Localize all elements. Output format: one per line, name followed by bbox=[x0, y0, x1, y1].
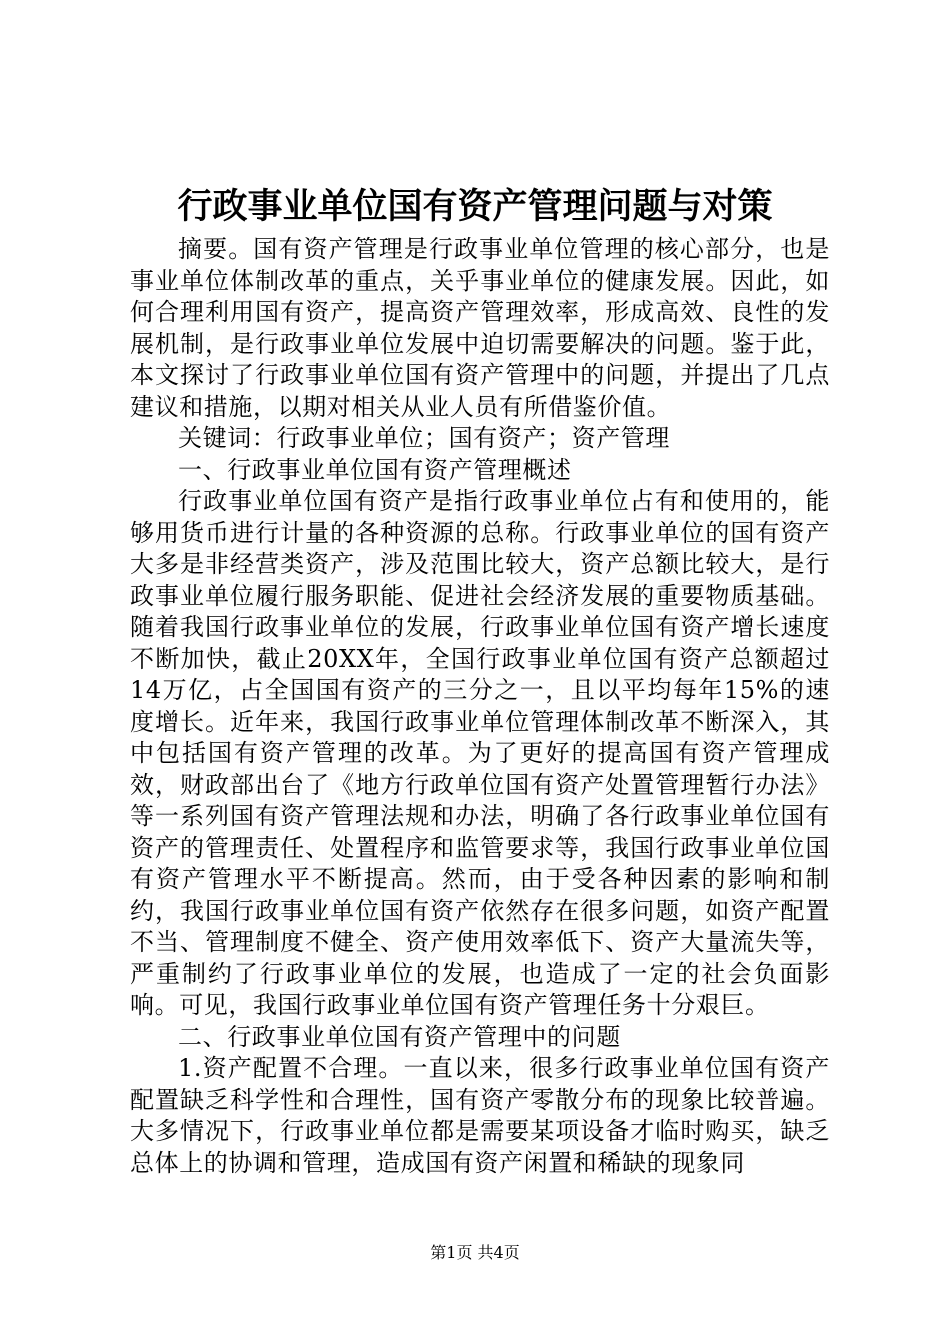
body-paragraph: 1.资产配置不合理。一直以来，很多行政事业单位国有资产配置缺乏科学性和合理性，国有资产零散分布的现象比较普遍。大多情况下，行政事业单位都是需要某项设备才临时购买，缺乏总体上的协调和管理，造成国有资产闲置和稀缺的现象同 bbox=[130, 1054, 830, 1177]
section-heading-2: 二、行政事业单位国有资产管理中的问题 bbox=[178, 1022, 621, 1051]
page-footer: 第1页 共4页 bbox=[430, 1243, 520, 1262]
abstract-paragraph: 摘要。国有资产管理是行政事业单位管理的核心部分，也是事业单位体制改革的重点，关乎事业单位的健康发展。因此，如何合理利用国有资产，提高资产管理效率，形成高效、良性的发展机制，是行政事业单位发展中迫切需要解决的问题。鉴于此，本文探讨了行政事业单位国有资产管理中的问题，并提出了几点建议和措施，以期对相关从业人员有所借鉴价值。 bbox=[130, 235, 830, 421]
document-title: 行政事业单位国有资产管理问题与对策 bbox=[177, 186, 773, 227]
document-body bbox=[130, 234, 830, 1179]
keywords-paragraph: 关键词：行政事业单位；国有资产；资产管理 bbox=[178, 424, 670, 452]
section-heading-1: 一、行政事业单位国有资产管理概述 bbox=[178, 455, 572, 484]
body-paragraph: 行政事业单位国有资产是指行政事业单位占有和使用的，能够用货币进行计量的各种资源的总称。行政事业单位的国有资产大多是非经营类资产，涉及范围比较大，资产总额比较大，是行政事业单位履行服务职能、促进社会经济发展的重要物质基础。随着我国行政事业单位的发展，行政事业单位国有资产增长速度不断加快，截止20XX年，全国行政事业单位国有资产总额超过14万亿，占全国国有资产的三分之一，且以平均每年15%的速度增长。近年来，我国行政事业单位管理体制改革不断深入，其中包括国有资产管理的改革。为了更好的提高国有资产管理成效，财政部出台了《地方行政单位国有资产处置管理暂行办法》等一系列国有资产管理法规和办法，明确了各行政事业单位国有资产的管理责任、处置程序和监管要求等，我国行政事业单位国有资产管理水平不断提高。然而，由于受各种因素的影响和制约，我国行政事业单位国有资产依然存在很多问题，如资产配置不当、管理制度不健全、资产使用效率低下、资产大量流失等，严重制约了行政事业单位的发展，也造成了一定的社会负面影响。可见，我国行政事业单位国有资产管理任务十分艰巨。 bbox=[130, 487, 830, 1019]
